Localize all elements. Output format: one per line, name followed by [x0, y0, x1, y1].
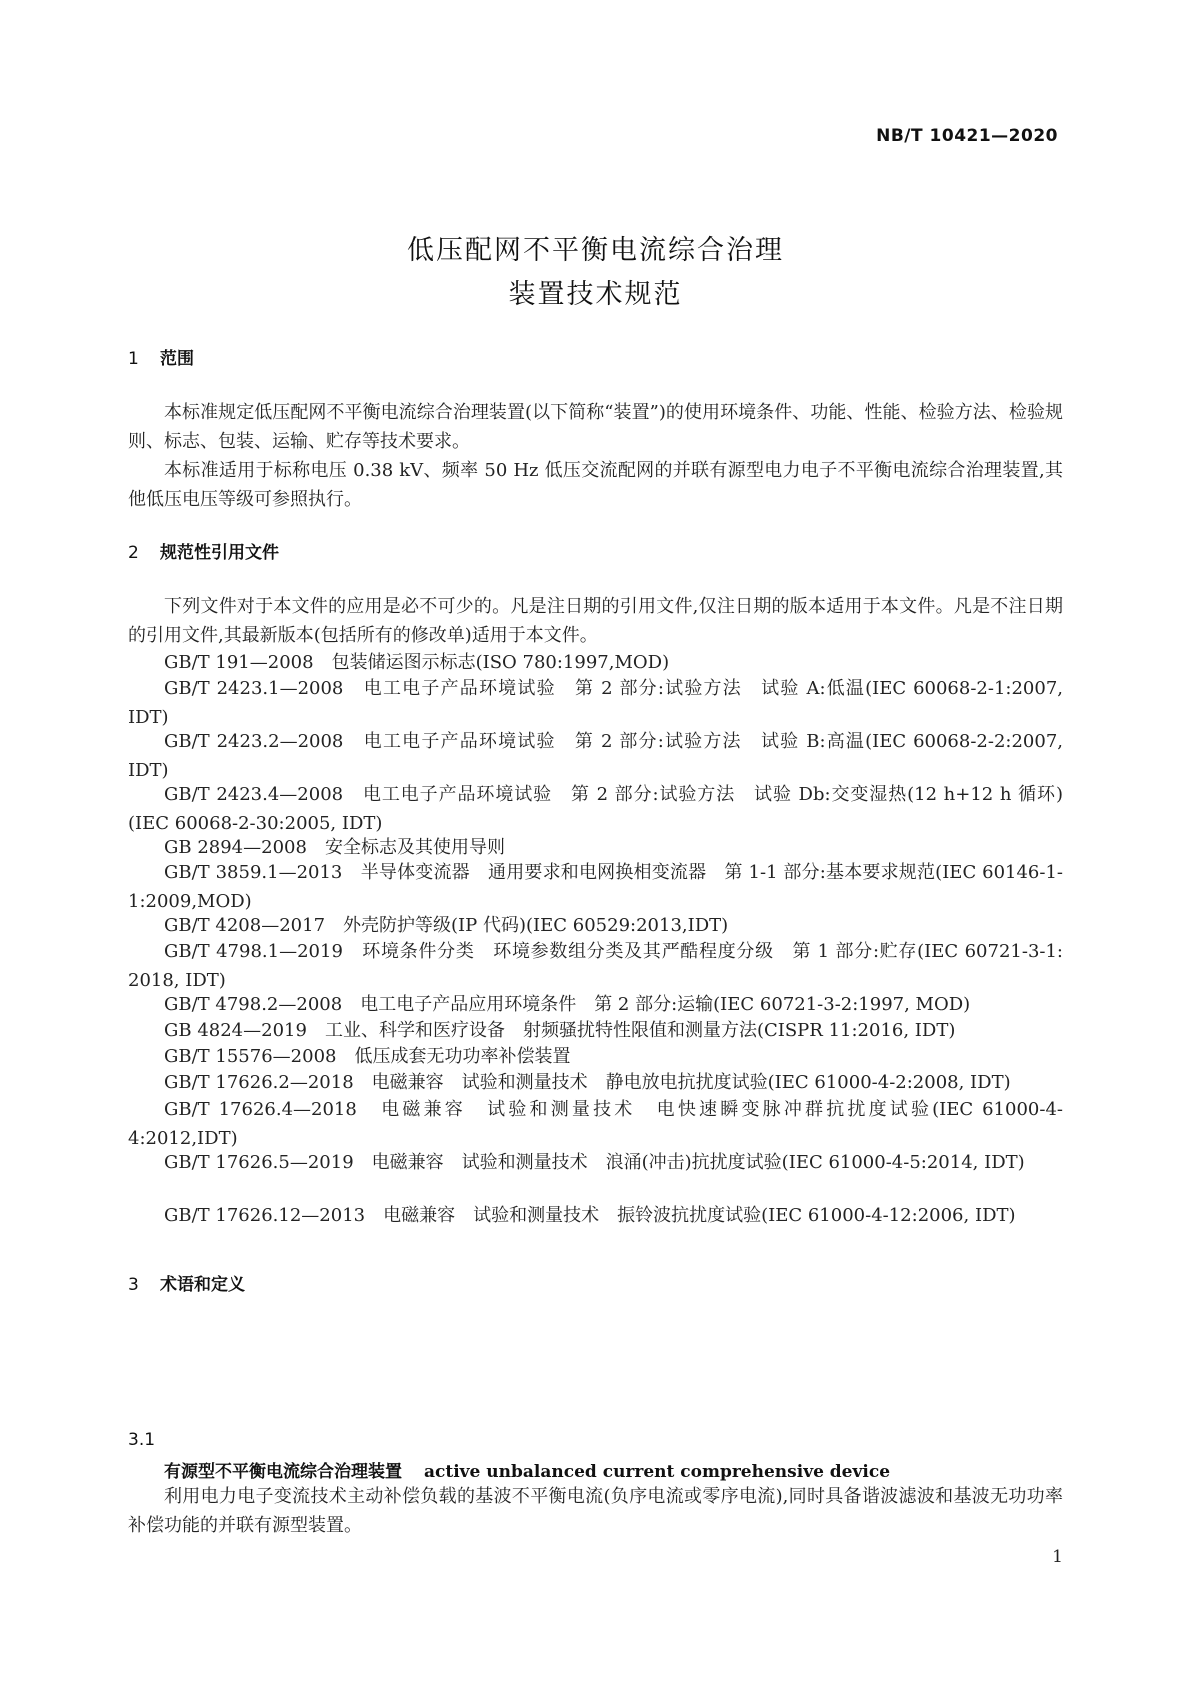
reference-item: GB/T 2423.1—2008 电工电子产品环境试验 第 2 部分:试验方法 试验 A:低温(IEC 60068-2-1:2007, IDT) [128, 678, 1063, 728]
reference-item: GB/T 17626.12—2013 电磁兼容 试验和测量技术 振铃波抗扰度试验(IEC 61000-4-12:2006, IDT) [164, 1205, 1016, 1226]
subsection-number: 3.1 [128, 1430, 156, 1450]
section-title: 规范性引用文件 [160, 543, 279, 563]
section-title: 范围 [160, 349, 194, 369]
reference-item: GB 4824—2019 工业、科学和医疗设备 射频骚扰特性限值和测量方法(CISPR 11:2016, IDT) [164, 1020, 956, 1041]
reference-item: GB 2894—2008 安全标志及其使用导则 [164, 837, 505, 858]
section-2-heading [128, 538, 279, 563]
term-chinese: 有源型不平衡电流综合治理装置 [164, 1462, 402, 1482]
reference-item: GB/T 3859.1—2013 半导体变流器 通用要求和电网换相变流器 第 1-1 部分:基本要求规范(IEC 60146-1-1:2009,MOD) [128, 862, 1063, 912]
document-title-line-2: 装置技术规范 [508, 279, 683, 310]
reference-item: GB/T 2423.2—2008 电工电子产品环境试验 第 2 部分:试验方法 试验 B:高温(IEC 60068-2-2:2007, IDT) [128, 731, 1063, 781]
reference-item: GB/T 15576—2008 低压成套无功功率补偿装置 [164, 1046, 571, 1067]
reference-item: GB/T 17626.5—2019 电磁兼容 试验和测量技术 浪涌(冲击)抗扰度试验(IEC 61000-4-5:2014, IDT) [164, 1152, 1025, 1173]
section-number: 2 [128, 543, 139, 563]
standard-code: NB/T 10421—2020 [876, 126, 1058, 146]
reference-item: GB/T 17626.4—2018 电磁兼容 试验和测量技术 电快速瞬变脉冲群抗扰度试验(IEC 61000-4-4:2012,IDT) [128, 1099, 1063, 1149]
page-number: 1 [1052, 1547, 1063, 1567]
document-title-line-1: 低压配网不平衡电流综合治理 [407, 235, 784, 266]
reference-item: GB/T 191—2008 包装储运图示标志(ISO 780:1997,MOD) [164, 652, 670, 673]
term-english: active unbalanced current comprehensive device [424, 1462, 891, 1482]
reference-item: GB/T 4208—2017 外壳防护等级(IP 代码)(IEC 60529:2013,IDT) [164, 915, 729, 936]
reference-item: GB/T 4798.1—2019 环境条件分类 环境参数组分类及其严酷程度分级 第 1 部分:贮存(IEC 60721-3-1: 2018, IDT) [128, 941, 1063, 991]
section-1-paragraph-1: 本标准规定低压配网不平衡电流综合治理装置(以下简称“装置”)的使用环境条件、功能、性能、检验方法、检验规则、标志、包装、运输、贮存等技术要求。 [128, 402, 1063, 452]
section-title: 术语和定义 [160, 1275, 245, 1295]
section-number: 1 [128, 349, 139, 369]
reference-item: GB/T 2423.4—2008 电工电子产品环境试验 第 2 部分:试验方法 试验 Db:交变湿热(12 h+12 h 循环)(IEC 60068-2-30:2005, IDT) [128, 784, 1063, 834]
section-2-intro: 下列文件对于本文件的应用是必不可少的。凡是注日期的引用文件,仅注日期的版本适用于本文件。凡是不注日期的引用文件,其最新版本(包括所有的修改单)适用于本文件。 [128, 596, 1063, 646]
term-definition: 利用电力电子变流技术主动补偿负载的基波不平衡电流(负序电流或零序电流),同时具备谐波滤波和基波无功功率补偿功能的并联有源型装置。 [128, 1486, 1063, 1536]
reference-item: GB/T 17626.2—2018 电磁兼容 试验和测量技术 静电放电抗扰度试验(IEC 61000-4-2:2008, IDT) [164, 1072, 1011, 1093]
reference-item: GB/T 4798.2—2008 电工电子产品应用环境条件 第 2 部分:运输(IEC 60721-3-2:1997, MOD) [164, 994, 971, 1015]
section-1-paragraph-2: 本标准适用于标称电压 0.38 kV、频率 50 Hz 低压交流配网的并联有源型电力电子不平衡电流综合治理装置,其他低压电压等级可参照执行。 [128, 460, 1063, 510]
term-entry [164, 1457, 890, 1482]
section-1-heading [128, 344, 194, 369]
section-3-heading [128, 1270, 245, 1295]
section-number: 3 [128, 1275, 139, 1295]
